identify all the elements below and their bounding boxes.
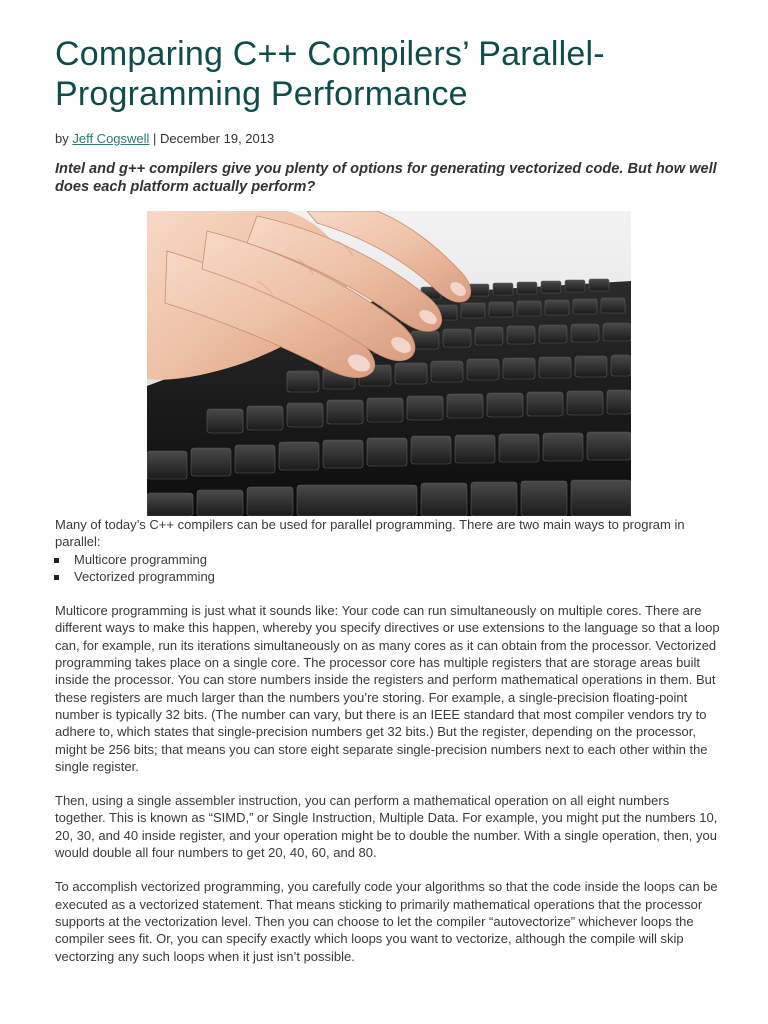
keyboard-typing-photo: [147, 211, 631, 516]
bullet-icon: [54, 575, 59, 580]
article: [55, 34, 723, 965]
title-line-2: Programming Performance: [55, 75, 468, 113]
page-title: [55, 34, 723, 114]
publish-date: December 19, 2013: [160, 131, 275, 146]
list-item-text: Vectorized programming: [74, 568, 215, 584]
title-line-1: Comparing C++ Compilers’ Parallel-: [55, 35, 605, 73]
list-item: [55, 568, 723, 585]
byline: [55, 131, 723, 147]
article-dek: Intel and g++ compilers give you plenty of options for generating vectorized code. But how well does each platform actually perform?: [55, 161, 717, 195]
byline-separator: |: [149, 131, 161, 146]
programming-types-list: [55, 551, 723, 586]
list-item: [55, 551, 723, 568]
body-paragraph: Then, using a single assembler instruction, you can perform a mathematical operation on all eight numbers together. This is known as “SIMD,” or Single Instruction, Multiple Data. For example, you might put the numbers 10, 20, 30, and 40 inside register, and your operation might be to double the number. With a single operation, then, you would double all four numbers to get 20, 40, 60, and 80.: [55, 793, 718, 861]
bullet-icon: [54, 558, 59, 563]
body-paragraph: To accomplish vectorized programming, you carefully code your algorithms so that the code inside the loops can be executed as a vectorized statement. That means sticking to primarily mathematical operations that the processor supports at the vectorization level. Then you can choose to let the compiler “autovectorize” whichever loops the compiler sees fit. Or, you can specify exactly which loops you want to vectorize, although the compile will skip vectorzing any such loops when it just isn’t possible.: [55, 879, 718, 964]
body-paragraph: Multicore programming is just what it sounds like: Your code can run simultaneously on multiple cores. There are different ways to make this happen, whereby you specify directives or use extensions to the language so that a loop can, for example, run its iterations simultaneously on as many cores as it can obtain from the processor. Vectorized programming takes place on a single core. The processor core has multiple registers that are storage areas built inside the processor. You can store numbers inside the registers and perform mathematical operations in them. But these registers are much larger than the numbers you’re storing. For example, a single-precision floating-point number is typically 32 bits. (The number can vary, but there is an IEEE standard that most compiler vendors try to adhere to, which states that single-precision numbers get 32 bits.) But the register, depending on the processor, might be 256 bits; that means you can store eight separate single-precision numbers next to each other within the single register.: [55, 603, 720, 774]
author-link[interactable]: Jeff Cogswell: [72, 131, 150, 146]
intro-paragraph: Many of today’s C++ compilers can be used for parallel programming. There are two main ways to program in parallel:: [55, 517, 685, 550]
byline-prefix: by: [55, 131, 73, 146]
list-item-text: Multicore programming: [74, 551, 207, 567]
